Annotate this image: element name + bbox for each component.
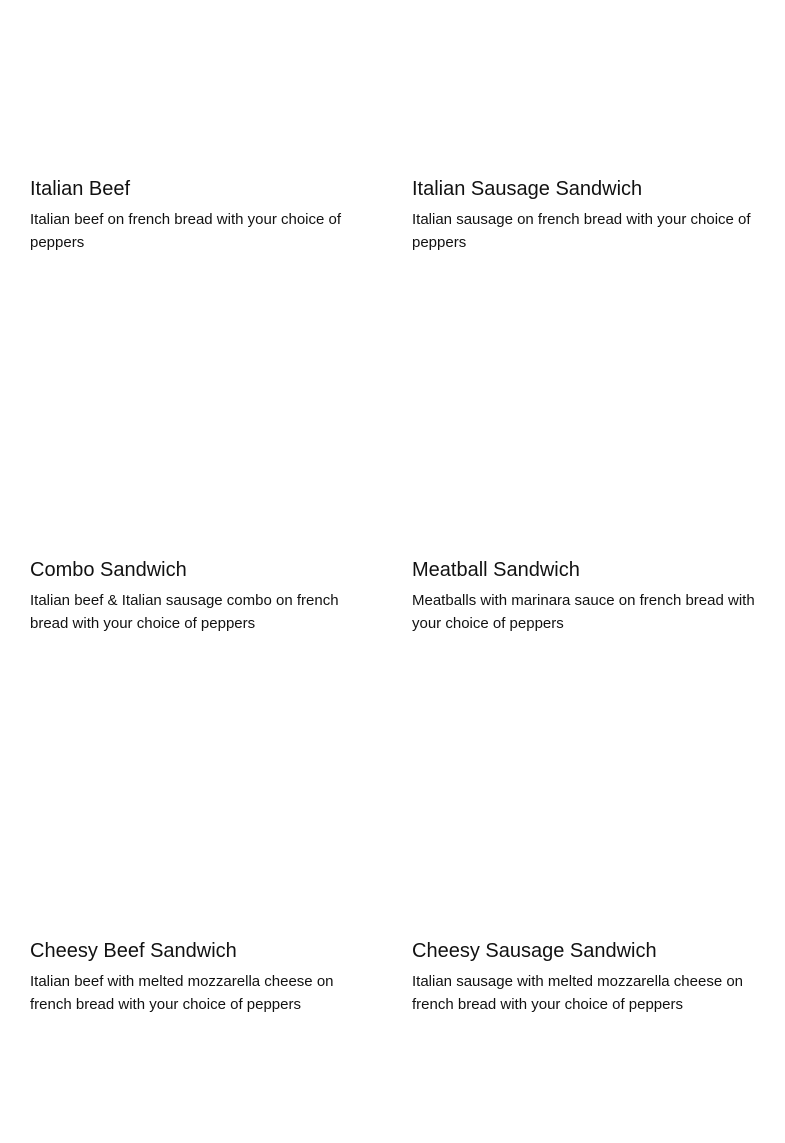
menu-item-image[interactable] bbox=[30, 0, 375, 170]
menu-item-description: Italian beef with melted mozzarella cheese on french bread with your choice of peppers bbox=[30, 973, 334, 1013]
menu-item-cheesy-sausage-sandwich[interactable] bbox=[412, 762, 757, 1143]
menu-item-title[interactable]: Italian Beef bbox=[30, 178, 131, 200]
menu-item-meatball-sandwich[interactable] bbox=[412, 381, 757, 762]
menu-item-title[interactable]: Combo Sandwich bbox=[30, 559, 187, 581]
menu-item-italian-sausage-sandwich[interactable] bbox=[412, 0, 757, 381]
menu-item-title[interactable]: Meatball Sandwich bbox=[412, 559, 580, 581]
menu-item-description: Italian sausage on french bread with your choice of peppers bbox=[412, 211, 751, 251]
menu-item-description: Italian beef on french bread with your choice of peppers bbox=[30, 211, 342, 251]
menu-item-cheesy-beef-sandwich[interactable] bbox=[30, 762, 375, 1143]
menu-item-title[interactable]: Cheesy Sausage Sandwich bbox=[412, 940, 657, 962]
menu-item-image[interactable] bbox=[412, 381, 757, 551]
menu-item-title[interactable]: Cheesy Beef Sandwich bbox=[30, 940, 237, 962]
menu-item-title[interactable]: Italian Sausage Sandwich bbox=[412, 178, 643, 200]
menu-item-description: Italian sausage with melted mozzarella cheese on french bread with your choice of peppers bbox=[412, 973, 744, 1013]
menu-item-combo-sandwich[interactable] bbox=[30, 381, 375, 762]
menu-item-image[interactable] bbox=[412, 762, 757, 932]
menu-item-image[interactable] bbox=[30, 762, 375, 932]
menu-item-italian-beef[interactable] bbox=[30, 0, 375, 381]
menu-item-description: Italian beef & Italian sausage combo on french bread with your choice of peppers bbox=[30, 592, 339, 632]
menu-item-image[interactable] bbox=[412, 0, 757, 170]
menu-item-image[interactable] bbox=[30, 381, 375, 551]
menu-item-description: Meatballs with marinara sauce on french bread with your choice of peppers bbox=[412, 592, 755, 632]
